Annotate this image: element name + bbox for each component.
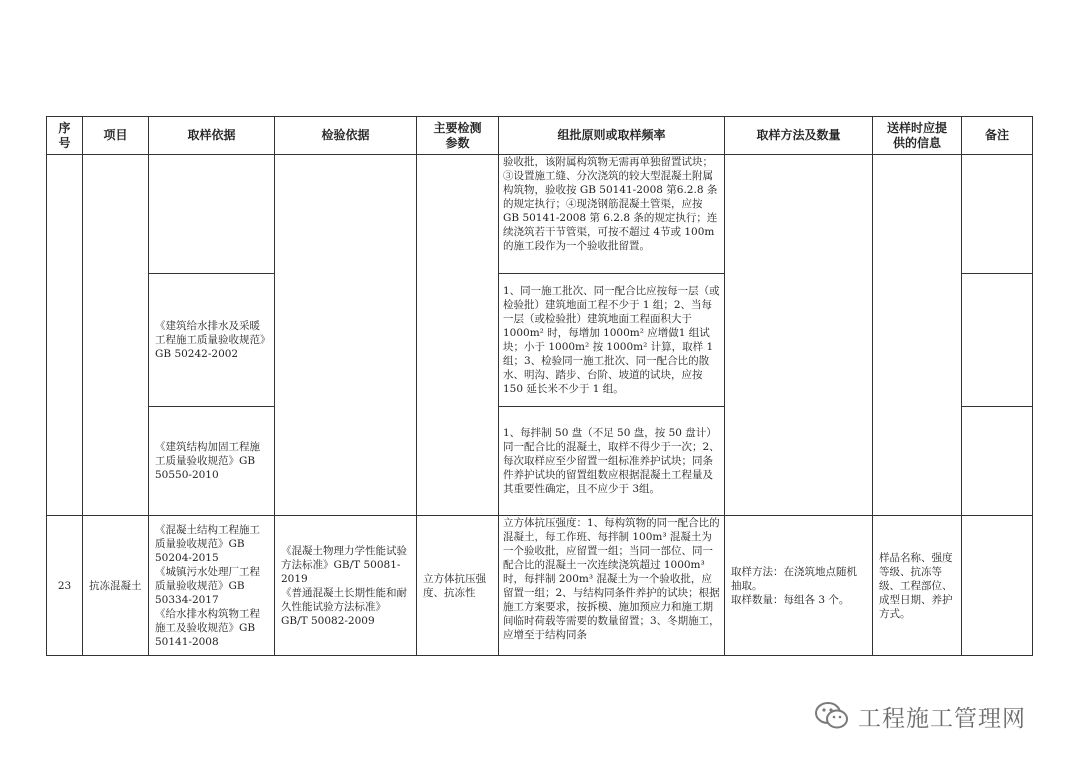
remark-cell: [962, 155, 1033, 274]
remark-cell: [962, 407, 1033, 516]
params-cell: 立方体抗压强度、抗冻性: [417, 516, 499, 656]
table-header-row: [47, 117, 1033, 155]
inspection-table: [46, 116, 1033, 656]
test-basis-cell: 《混凝土物理力学性能试验方法标准》GB/T 50081-2019 《普通混凝土长期性能和耐久性能试验方法标准》GB/T 50082-2009: [275, 516, 417, 656]
header-remark: 备注: [962, 117, 1033, 155]
watermark-text: 工程施工管理网: [858, 705, 1026, 732]
wechat-icon: [814, 701, 850, 731]
submission-info-cell: 样品名称、强度等级、抗冻等级、工程部位、成型日期、养护方式。: [873, 516, 962, 656]
seq-cell: [47, 155, 83, 516]
header-seq: 序 号: [47, 117, 83, 155]
sampling-method-cell: [725, 155, 873, 516]
remark-cell: [962, 274, 1033, 407]
item-cell: [83, 155, 149, 516]
header-test-basis: 检验依据: [275, 117, 417, 155]
watermark: [814, 696, 1026, 736]
table-row: [47, 155, 1033, 274]
batch-principle-cell: 1、同一施工批次、同一配合比应按每一层（或检验批）建筑地面工程不少于 1 组；2、当每一层（或检验批）建筑地面工程面积大于 1000m² 时，每增加 1000m² 应增做1 组试块；小于 1000m² 按 1000m² 计算，取样 1 组；3、检验同一施工批次、同一配合比的散水、明沟、踏步、台阶、坡道的试块，应按 150 延长米不少于 1 组。: [499, 274, 725, 407]
header-item: 项目: [83, 117, 149, 155]
header-sampling-basis: 取样依据: [149, 117, 275, 155]
sampling-basis-cell: [149, 155, 275, 274]
batch-principle-cell: 1、每拌制 50 盘（不足 50 盘，按 50 盘计）同一配合比的混凝土，取样不得少于一次；2、每次取样应至少留置一组标准养护试块；同条件养护试块的留置组数应根据混凝土工程量及其重要性确定，且不应少于 3组。: [499, 407, 725, 516]
test-basis-cell: [275, 155, 417, 516]
item-cell: 抗冻混凝土: [83, 516, 149, 656]
sampling-basis-cell: 《混凝土结构工程施工质量验收规范》GB 50204-2015 《城镇污水处理厂工程质量验收规范》GB 50334-2017 《给水排水构筑物工程施工及验收规范》GB 50141-2008: [149, 516, 275, 656]
header-sampling-method: 取样方法及数量: [725, 117, 873, 155]
sampling-basis-cell: 《建筑给水排水及采暖工程施工质量验收规范》GB 50242-2002: [149, 274, 275, 407]
header-batch-principle: 组批原则或取样频率: [499, 117, 725, 155]
sampling-method-cell: 取样方法：在浇筑地点随机抽取。 取样数量：每组各 3 个。: [725, 516, 873, 656]
seq-cell: 23: [47, 516, 83, 656]
batch-principle-cell: 立方体抗压强度：1、每构筑物的同一配合比的混凝土，每工作班、每拌制 100m³ 混凝土为一个验收批，应留置一组；当同一部位、同一配合比的混凝土一次连续浇筑超过 1000m³ 时，每拌制 200m³ 混凝土为一个验收批，应留置一组；2、与结构同条件养护的试块；根据施工方案要求，按拆模、施加预应力和施工期间临时荷载等需要的数量留置；3、冬期施工，应增至于结构同条: [499, 516, 725, 656]
remark-cell: [962, 516, 1033, 656]
table-row: [47, 516, 1033, 656]
sampling-basis-cell: 《建筑结构加固工程施工质量验收规范》GB 50550-2010: [149, 407, 275, 516]
header-main-params: 主要检测 参数: [417, 117, 499, 155]
submission-info-cell: [873, 155, 962, 516]
header-submission-info: 送样时应提 供的信息: [873, 117, 962, 155]
params-cell: [417, 155, 499, 516]
batch-principle-cell: 验收批，该附属构筑物无需再单独留置试块；③设置施工缝、分次浇筑的较大型混凝土附属构筑物，验收按 GB 50141-2008 第6.2.8 条的规定执行；④现浇钢筋混凝土管渠，应按 GB 50141-2008 第 6.2.8 条的规定执行；连续浇筑若干节管渠，可按不超过 4节或 100m 的施工段作为一个验收批留置。: [499, 155, 725, 274]
